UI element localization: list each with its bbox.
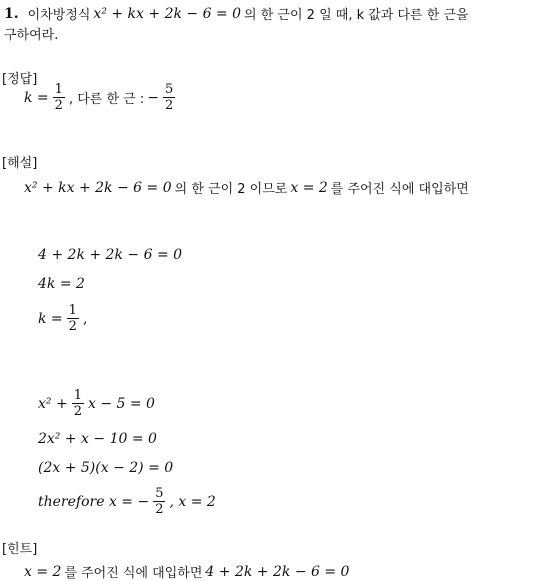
- solution-step-3-lhs: k =: [38, 310, 63, 327]
- solution-step-6: (2x + 5)(x − 2) = 0: [38, 460, 174, 476]
- solution-step-4-pre: x² +: [38, 395, 68, 412]
- hint-equation: 4 + 2k + 2k − 6 = 0: [205, 563, 350, 580]
- problem-pre-text: 이차방정식: [27, 8, 91, 23]
- answer-root-numerator: 5: [164, 82, 174, 97]
- solution-step-7-denominator: 2: [155, 502, 164, 517]
- solution-step-3-denominator: 2: [68, 319, 77, 334]
- solution-step-2: 4k = 2: [38, 276, 85, 292]
- solution-step-4-denominator: 2: [73, 404, 82, 419]
- solution-step-1: 4 + 2k + 2k − 6 = 0: [38, 247, 183, 263]
- solution-intro-text: 의 한 근이 2 이므로: [174, 182, 288, 197]
- answer-k-fraction: [53, 82, 65, 113]
- answer-root-sign: −: [147, 89, 159, 106]
- solution-intro-substitution: x = 2: [290, 179, 328, 196]
- answer-root-fraction: [163, 82, 175, 113]
- solution-step-7-numerator: 5: [155, 486, 164, 501]
- solution-intro: [24, 178, 469, 197]
- hint-text: 를 주어진 식에 대입하면: [64, 566, 203, 581]
- answer-k-numerator: 1: [54, 82, 63, 97]
- solution-step-3-tail: ,: [82, 310, 88, 327]
- answer-line: [24, 82, 176, 113]
- problem-number: 1.: [4, 5, 19, 22]
- solution-header: [해설]: [2, 156, 38, 171]
- problem-line-2: 구하여라.: [4, 28, 59, 43]
- solution-intro-tail: 를 주어진 식에 대입하면: [330, 182, 469, 197]
- solution-step-3: [38, 303, 87, 334]
- solution-step-7-fraction: [153, 486, 165, 517]
- solution-step-4-numerator: 1: [73, 388, 82, 403]
- solution-step-4: [38, 388, 155, 419]
- solution-step-7-post: , x = 2: [169, 493, 216, 510]
- solution-step-3-numerator: 1: [68, 303, 77, 318]
- answer-header: [정답]: [2, 72, 38, 87]
- problem-line-1: [4, 4, 469, 23]
- hint-line: [24, 562, 349, 581]
- answer-middle-text: , 다른 한 근 :: [68, 92, 145, 107]
- problem-equation: x² + kx + 2k − 6 = 0: [93, 5, 242, 22]
- solution-step-3-fraction: [67, 303, 79, 334]
- answer-k-lhs: k =: [24, 89, 49, 106]
- solution-step-7: [38, 486, 216, 517]
- solution-step-5: 2x² + x − 10 = 0: [38, 431, 157, 447]
- answer-k-denominator: 2: [54, 98, 63, 113]
- solution-step-4-fraction: [72, 388, 84, 419]
- hint-substitution: x = 2: [24, 563, 62, 580]
- solution-step-7-pre: therefore x = −: [38, 493, 150, 510]
- solution-intro-equation: x² + kx + 2k − 6 = 0: [24, 179, 172, 196]
- problem-text: 의 한 근이 2 일 때, k 값과 다른 한 근을: [244, 8, 469, 23]
- hint-header: [힌트]: [2, 542, 38, 557]
- solution-step-4-post: x − 5 = 0: [87, 395, 155, 412]
- answer-root-denominator: 2: [164, 98, 174, 113]
